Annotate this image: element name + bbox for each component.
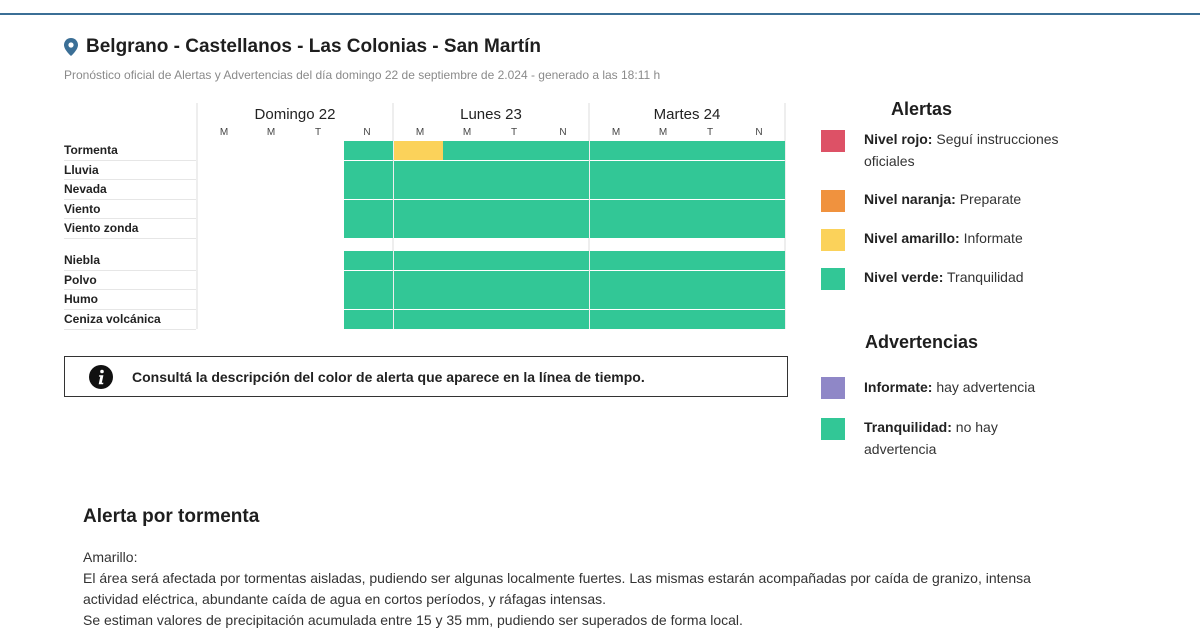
timeline-cell-verde <box>687 310 736 329</box>
tranquilidad-warning-legend <box>864 416 1034 460</box>
timeline-cell-verde <box>736 271 785 290</box>
row-divider <box>64 309 196 310</box>
timeline-cell-verde <box>736 161 785 180</box>
timeline-cell-verde <box>394 180 443 199</box>
color-description-notice <box>64 356 788 397</box>
location-header <box>64 36 541 58</box>
timeline-cell-verde <box>394 290 443 309</box>
orange-level-legend <box>864 188 1114 210</box>
alert-timeline <box>64 103 788 333</box>
timeline-cell-verde <box>540 251 589 270</box>
timeline-cell-verde <box>590 219 639 238</box>
yellow-level-text: Informate <box>963 230 1023 246</box>
timeline-cell-verde <box>344 180 393 199</box>
timeline-cell-verde <box>639 219 688 238</box>
timeline-cell-verde <box>687 219 736 238</box>
timeline-cell-verde <box>736 180 785 199</box>
timeline-cell-verde <box>394 161 443 180</box>
description-line: actividad eléctrica, abundante caída de agua en cortos períodos, y ráfagas intensas. <box>83 591 607 607</box>
slot-label: M <box>658 127 668 138</box>
row-label-lluvia: Lluvia <box>64 163 99 177</box>
row-divider <box>64 238 196 239</box>
timeline-cell-verde <box>590 161 639 180</box>
timeline-cell-verde <box>736 141 785 160</box>
green-level-legend <box>864 266 1114 288</box>
timeline-cell-verde <box>394 219 443 238</box>
row-divider <box>64 289 196 290</box>
timeline-cell-verde <box>590 200 639 219</box>
row-divider <box>64 270 196 271</box>
timeline-cell-verde <box>590 271 639 290</box>
timeline-cell-verde <box>639 310 688 329</box>
timeline-cell-verde <box>491 219 540 238</box>
alertas-title: Alertas <box>891 99 953 119</box>
timeline-cell-verde <box>344 251 393 270</box>
map-pin-icon <box>64 38 78 56</box>
forecast-subtitle: Pronóstico oficial de Alertas y Advertencias del día domingo 22 de septiembre de 2.024 - generado a las 18:11 h <box>64 68 661 82</box>
informate-warning-text: hay advertencia <box>936 379 1036 395</box>
timeline-cell-verde <box>344 200 393 219</box>
day-header: Lunes 23 <box>460 106 522 123</box>
description-line: Se estiman valores de precipitación acumulada entre 15 y 35 mm, pudiendo ser superados de forma local. <box>83 612 743 628</box>
timeline-cell-amarillo <box>394 141 443 160</box>
row-label-polvo: Polvo <box>64 273 97 287</box>
timeline-cell-verde <box>443 141 492 160</box>
timeline-cell-verde <box>443 219 492 238</box>
row-divider <box>64 179 196 180</box>
row-label-tormenta: Tormenta <box>64 143 118 157</box>
tranquilidad-warning-label: Tranquilidad: <box>864 419 952 435</box>
timeline-cell-verde <box>394 251 443 270</box>
slot-label: T <box>510 127 518 138</box>
timeline-cell-verde <box>590 290 639 309</box>
orange-level-text: Preparate <box>959 191 1022 207</box>
timeline-cell-verde <box>687 251 736 270</box>
timeline-cell-verde <box>639 180 688 199</box>
timeline-cell-verde <box>443 161 492 180</box>
description-line: El área será afectada por tormentas aisladas, pudiendo ser algunas localmente fuertes. Las mismas estarán acompañadas por caída de granizo, intensa <box>83 570 1031 586</box>
informate-warning-label: Informate: <box>864 379 933 395</box>
timeline-cell-verde <box>491 161 540 180</box>
yellow-level-label: Nivel amarillo: <box>864 230 960 246</box>
timeline-cell-verde <box>491 200 540 219</box>
green-level-label: Nivel verde: <box>864 269 944 285</box>
timeline-cell-verde <box>491 141 540 160</box>
location-title: Belgrano - Castellanos - Las Colonias - San Martín <box>86 36 542 57</box>
day-header: Martes 24 <box>653 106 721 123</box>
row-label-ceniza-volcanica: Ceniza volcánica <box>64 312 161 326</box>
timeline-cell-verde <box>491 290 540 309</box>
slot-label: T <box>314 127 322 138</box>
slot-label: M <box>611 127 621 138</box>
timeline-cell-verde <box>687 290 736 309</box>
timeline-cell-verde <box>687 180 736 199</box>
timeline-cell-verde <box>394 271 443 290</box>
row-label-niebla: Niebla <box>64 253 101 267</box>
timeline-cell-verde <box>540 290 589 309</box>
timeline-cell-verde <box>540 200 589 219</box>
timeline-cell-verde <box>491 251 540 270</box>
timeline-cell-verde <box>344 141 393 160</box>
timeline-cell-verde <box>687 271 736 290</box>
day-separator <box>196 103 198 329</box>
info-icon <box>89 365 113 389</box>
row-divider <box>64 160 196 161</box>
red-level-text: Seguí instrucciones oficiales <box>864 131 1059 169</box>
timeline-cell-verde <box>540 219 589 238</box>
row-label-humo: Humo <box>64 292 98 306</box>
timeline-cell-verde <box>540 271 589 290</box>
timeline-cell-verde <box>491 271 540 290</box>
timeline-cell-verde <box>344 290 393 309</box>
timeline-cell-verde <box>590 180 639 199</box>
row-divider <box>64 329 196 330</box>
row-divider <box>64 199 196 200</box>
timeline-cell-verde <box>540 141 589 160</box>
row-label-viento: Viento <box>64 202 101 216</box>
informate-warning-swatch <box>821 377 845 399</box>
timeline-cell-verde <box>344 310 393 329</box>
slot-label: M <box>462 127 472 138</box>
timeline-cell-verde <box>736 200 785 219</box>
slot-label: N <box>559 127 567 138</box>
slot-label: T <box>706 127 714 138</box>
timeline-cell-verde <box>639 200 688 219</box>
timeline-cell-verde <box>344 161 393 180</box>
section-body <box>83 547 1143 631</box>
timeline-cell-verde <box>639 161 688 180</box>
timeline-cell-verde <box>590 251 639 270</box>
orange-level-label: Nivel naranja: <box>864 191 956 207</box>
slot-label: N <box>363 127 371 138</box>
timeline-cell-verde <box>687 200 736 219</box>
notice-text: Consultá la descripción del color de alerta que aparece en la línea de tiempo. <box>132 368 645 385</box>
timeline-cell-verde <box>590 310 639 329</box>
red-level-swatch <box>821 130 845 152</box>
timeline-cell-verde <box>491 310 540 329</box>
timeline-cell-verde <box>639 271 688 290</box>
tranquilidad-warning-text: no hay advertencia <box>864 419 998 457</box>
timeline-cell-verde <box>443 200 492 219</box>
timeline-cell-verde <box>736 251 785 270</box>
day-header: Domingo 22 <box>254 106 336 123</box>
timeline-cell-verde <box>443 251 492 270</box>
green-level-swatch <box>821 268 845 290</box>
timeline-cell-verde <box>736 310 785 329</box>
timeline-cell-verde <box>736 219 785 238</box>
slot-label: M <box>266 127 276 138</box>
timeline-cell-verde <box>639 251 688 270</box>
row-label-viento-zonda: Viento zonda <box>64 221 139 235</box>
timeline-cell-verde <box>344 219 393 238</box>
yellow-level-legend <box>864 227 1114 249</box>
row-divider <box>64 218 196 219</box>
advertencias-title: Advertencias <box>865 332 979 352</box>
row-label-nevada: Nevada <box>64 182 107 196</box>
timeline-cell-verde <box>443 271 492 290</box>
red-level-legend <box>864 128 1074 172</box>
red-level-label: Nivel rojo: <box>864 131 933 147</box>
timeline-cell-verde <box>639 290 688 309</box>
timeline-cell-verde <box>736 290 785 309</box>
slot-label: M <box>219 127 229 138</box>
slot-label: M <box>415 127 425 138</box>
timeline-cell-verde <box>639 141 688 160</box>
informate-warning-legend <box>864 376 1114 398</box>
top-border-line <box>0 13 1200 15</box>
timeline-cell-verde <box>344 271 393 290</box>
section-title: Alerta por tormenta <box>83 506 260 527</box>
timeline-cell-verde <box>394 310 443 329</box>
timeline-cell-verde <box>443 290 492 309</box>
tranquilidad-warning-swatch <box>821 418 845 440</box>
orange-level-swatch <box>821 190 845 212</box>
timeline-cell-verde <box>394 200 443 219</box>
yellow-level-swatch <box>821 229 845 251</box>
green-level-text: Tranquilidad <box>947 269 1024 285</box>
timeline-cell-verde <box>590 141 639 160</box>
timeline-cell-verde <box>540 180 589 199</box>
timeline-cell-verde <box>687 161 736 180</box>
timeline-cell-verde <box>443 310 492 329</box>
timeline-cell-verde <box>540 161 589 180</box>
timeline-cell-verde <box>540 310 589 329</box>
alert-level-text: Amarillo: <box>83 549 138 565</box>
timeline-cell-verde <box>687 141 736 160</box>
timeline-cell-verde <box>443 180 492 199</box>
slot-label: N <box>755 127 763 138</box>
timeline-cell-verde <box>491 180 540 199</box>
